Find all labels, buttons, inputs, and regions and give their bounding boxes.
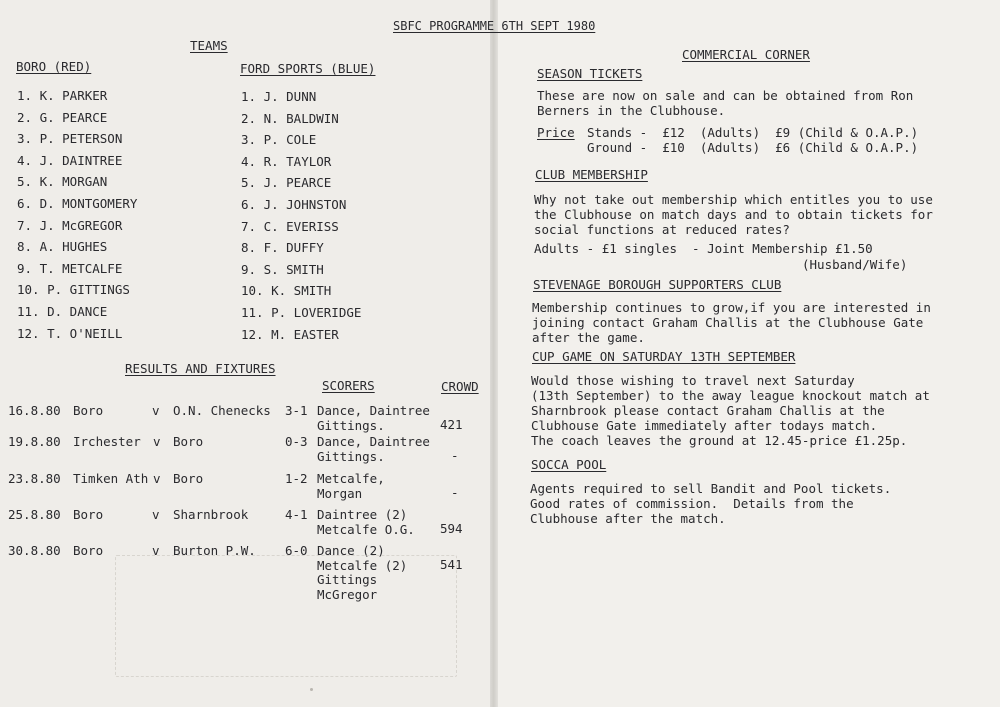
ford-player: 4. R. TAYLOR [241, 153, 332, 169]
result-home-team: Boro [73, 507, 104, 522]
ford-player: 6. J. JOHNSTON [241, 197, 347, 212]
result-away-team: Burton P.W. [173, 543, 256, 558]
season-tickets-text-2: Berners in the Clubhouse. [537, 103, 726, 118]
cup-text-3: Sharnbrook please contact Graham Challis at the [531, 403, 885, 418]
result-scorer: Gittings. [317, 417, 385, 433]
result-score: 0-3 [285, 434, 308, 449]
boro-player: 1. K. PARKER [17, 88, 108, 103]
supporters-text-1: Membership continues to grow,if you are interested in [532, 300, 931, 315]
programme-title: SBFC PROGRAMME 6TH SEPT 1980 [393, 19, 596, 33]
socca-text-3: Clubhouse after the match. [530, 511, 726, 526]
boro-player: 5. K. MORGAN [17, 174, 108, 190]
result-scorer: Dance, Daintree [317, 403, 430, 418]
result-score: 6-0 [285, 543, 308, 558]
boro-player: 8. A. HUGHES [17, 239, 108, 255]
result-crowd: 541 [440, 557, 463, 572]
membership-prices: Adults - £1 singles - Joint Membership £1.50 [534, 241, 873, 256]
boro-heading: BORO (RED) [16, 59, 92, 74]
result-home-team: Boro [73, 543, 104, 558]
socca-text-2: Good rates of commission. Details from the [530, 496, 854, 511]
boro-player: 10. P. GITTINGS [17, 282, 130, 298]
result-versus: v [152, 543, 160, 558]
result-scorer: McGregor [317, 586, 378, 602]
result-score: 1-2 [285, 471, 308, 486]
boro-player: 7. J. McGREGOR [17, 217, 123, 233]
scorers-heading: SCORERS [322, 378, 375, 393]
socca-heading: SOCCA POOL [531, 457, 607, 472]
result-date: 19.8.80 [8, 434, 61, 449]
boro-player: 2. G. PEARCE [17, 109, 108, 125]
result-home-team: Irchester [73, 434, 141, 449]
result-away-team: Sharnbrook [173, 507, 249, 522]
result-scorer: Gittings. [317, 448, 385, 464]
ford-heading: FORD SPORTS (BLUE) [240, 61, 376, 76]
price-stands: Stands - £12 (Adults) £9 (Child & O.A.P.) [587, 125, 919, 140]
commercial-heading: COMMERCIAL CORNER [682, 47, 810, 62]
boro-player: 12. T. O'NEILL [17, 325, 123, 341]
result-crowd: 421 [440, 417, 463, 432]
cup-text-1: Would those wishing to travel next Saturday [531, 373, 855, 388]
ford-player: 3. P. COLE [241, 132, 317, 148]
ford-player: 12. M. EASTER [241, 326, 339, 342]
membership-heading: CLUB MEMBERSHIP [535, 167, 648, 182]
supporters-heading: STEVENAGE BOROUGH SUPPORTERS CLUB [533, 277, 782, 292]
result-scorer: Metcalfe O.G. [317, 521, 415, 537]
result-scorer: Metcalfe (2) [317, 557, 408, 573]
result-home-team: Boro [73, 403, 104, 418]
membership-text-3: social functions at reduced rates? [534, 222, 790, 237]
result-score: 4-1 [285, 507, 308, 522]
ford-player: 11. P. LOVERIDGE [241, 305, 362, 320]
ford-player: 2. N. BALDWIN [241, 110, 339, 126]
ford-player: 1. J. DUNN [241, 89, 317, 104]
result-versus: v [153, 471, 161, 486]
ford-player: 8. F. DUFFY [241, 240, 324, 256]
cup-text-5: The coach leaves the ground at 12.45-price £1.25p. [531, 433, 908, 448]
results-heading: RESULTS AND FIXTURES [125, 361, 276, 376]
result-date: 23.8.80 [8, 471, 61, 486]
result-scorer: Dance, Daintree [317, 434, 430, 449]
ford-player: 10. K. SMITH [241, 283, 332, 299]
result-crowd: - [451, 485, 459, 500]
result-scorer: Dance (2) [317, 543, 385, 558]
membership-note: (Husband/Wife) [802, 257, 908, 272]
paper-speck [310, 688, 313, 691]
membership-text-1: Why not take out membership which entitles you to use [534, 192, 933, 207]
ford-player: 9. S. SMITH [241, 261, 324, 277]
supporters-text-3: after the game. [532, 330, 645, 345]
cup-heading: CUP GAME ON SATURDAY 13TH SEPTEMBER [532, 349, 796, 364]
ford-player: 5. J. PEARCE [241, 175, 332, 191]
result-crowd: 594 [440, 521, 463, 536]
boro-player: 11. D. DANCE [17, 304, 108, 319]
teams-heading: TEAMS [190, 38, 228, 53]
result-scorer: Gittings [317, 572, 378, 587]
result-away-team: Boro [173, 471, 204, 486]
socca-text-1: Agents required to sell Bandit and Pool tickets. [530, 481, 892, 496]
result-home-team: Timken Ath [73, 471, 149, 486]
bleed-through-box [115, 555, 457, 677]
result-date: 30.8.80 [8, 543, 61, 558]
supporters-text-2: joining contact Graham Challis at the Clubhouse Gate [532, 315, 924, 330]
crowd-heading: CROWD [441, 379, 479, 394]
result-score: 3-1 [285, 403, 308, 418]
result-away-team: O.N. Chenecks [173, 403, 271, 418]
page-fold [490, 0, 498, 707]
result-scorer: Metcalfe, [317, 471, 385, 486]
result-versus: v [152, 507, 160, 522]
membership-text-2: the Clubhouse on match days and to obtain tickets for [534, 207, 933, 222]
cup-text-4: Clubhouse Gate immediately after todays match. [531, 418, 878, 433]
boro-player: 4. J. DAINTREE [17, 152, 123, 168]
price-ground: Ground - £10 (Adults) £6 (Child & O.A.P.) [587, 140, 919, 155]
season-tickets-text-1: These are now on sale and can be obtained from Ron [537, 88, 914, 103]
result-versus: v [153, 434, 161, 449]
result-versus: v [152, 403, 160, 418]
cup-text-2: (13th September) to the away league knockout match at [531, 388, 930, 403]
boro-player: 9. T. METCALFE [17, 260, 123, 276]
result-scorer: Daintree (2) [317, 507, 408, 522]
price-label: Price [537, 125, 575, 140]
boro-player: 6. D. MONTGOMERY [17, 196, 138, 211]
result-date: 25.8.80 [8, 507, 61, 522]
result-date: 16.8.80 [8, 403, 61, 418]
boro-player: 3. P. PETERSON [17, 131, 123, 147]
result-crowd: - [451, 448, 459, 463]
ford-player: 7. C. EVERISS [241, 218, 339, 234]
season-tickets-heading: SEASON TICKETS [537, 66, 643, 81]
result-scorer: Morgan [317, 485, 363, 501]
result-away-team: Boro [173, 434, 204, 449]
